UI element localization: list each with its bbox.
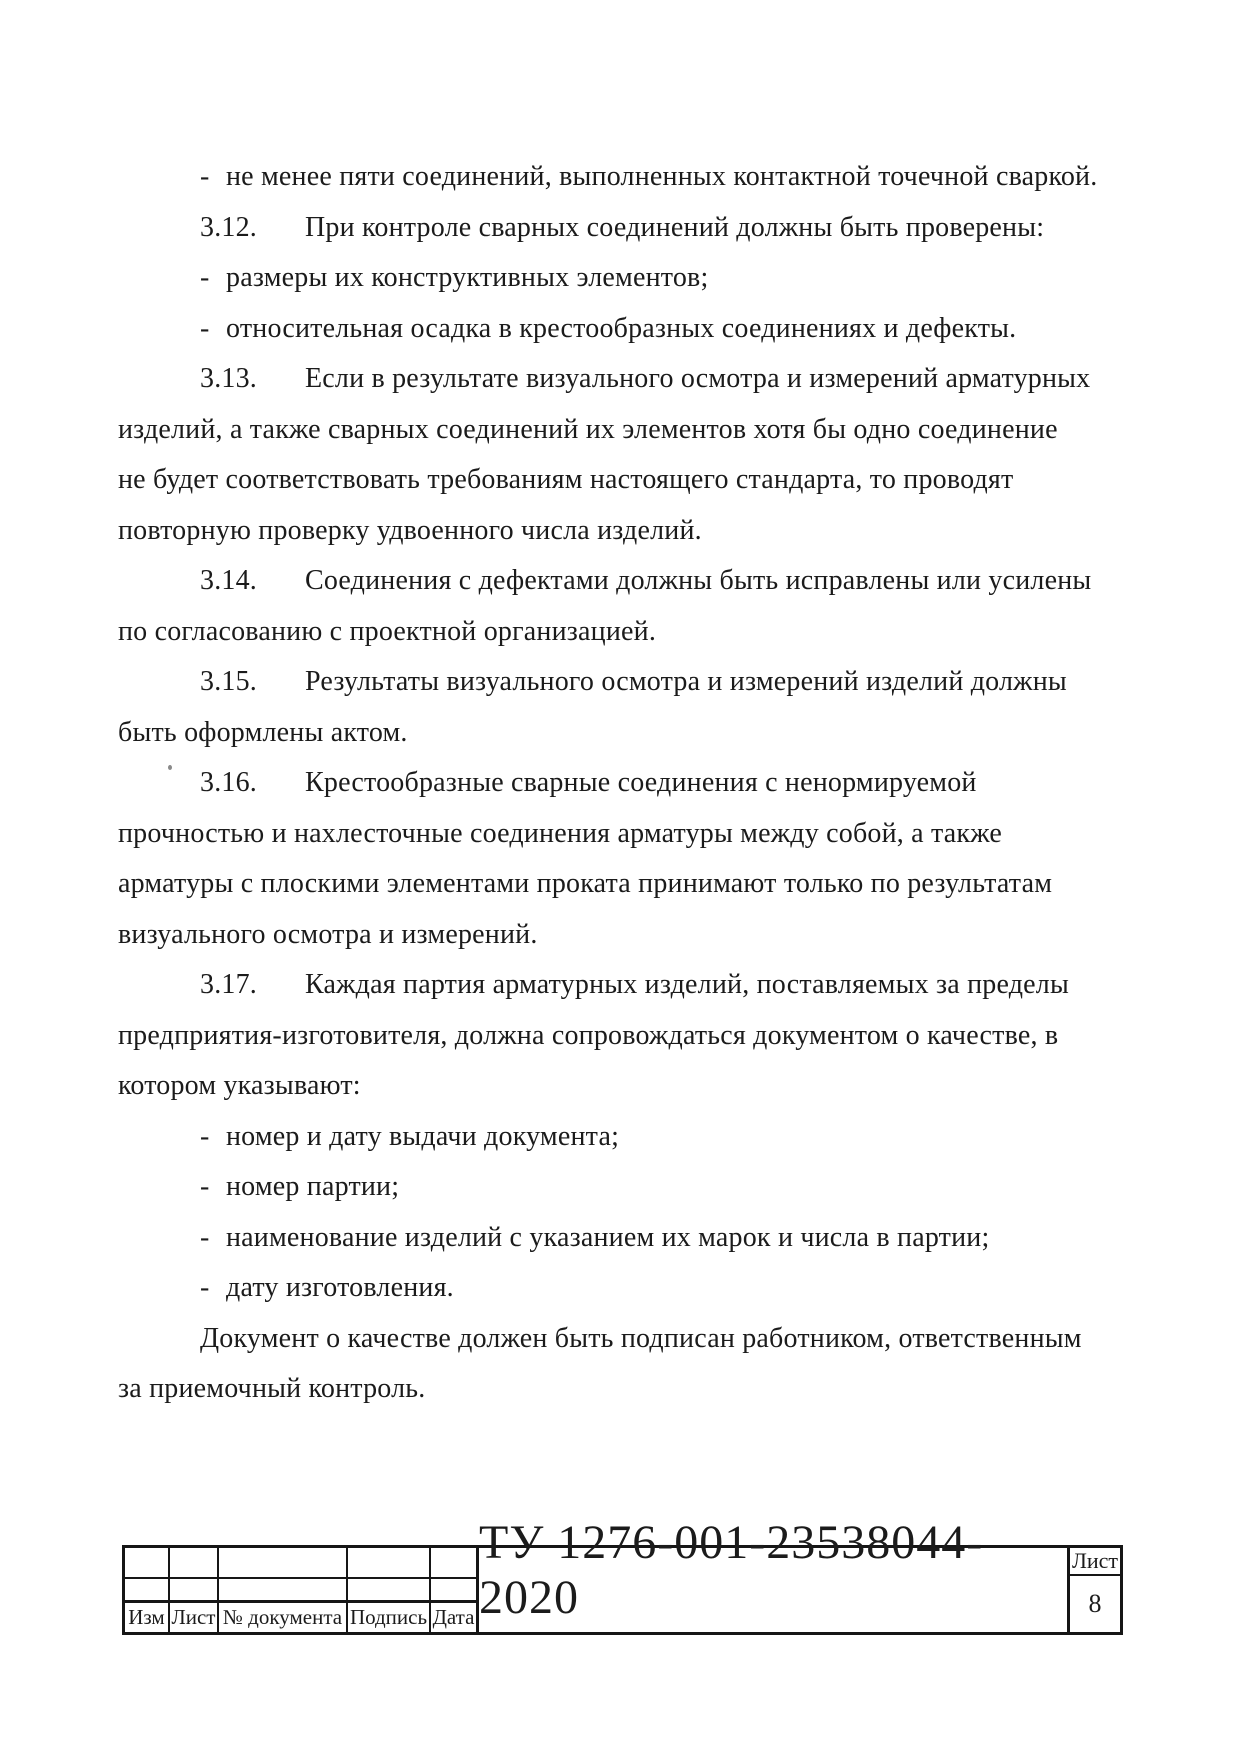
- text-line: [118, 405, 1068, 456]
- line-text: Результаты визуального осмотра и измерений изделий должны: [305, 666, 1067, 697]
- list-dash: -: [200, 1120, 210, 1152]
- line-text: Документ о качестве должен быть подписан работником, ответственным: [200, 1322, 1082, 1354]
- line-text: Соединения с дефектами должны быть исправлены или усилены: [305, 565, 1092, 596]
- text-line: [118, 1011, 1068, 1062]
- text-line: [118, 455, 1068, 506]
- text-line: [118, 1112, 1068, 1163]
- column-header-podpis: Подпись: [349, 1605, 428, 1629]
- line-text: быть оформлены актом.: [118, 716, 408, 748]
- table-divider: [125, 1577, 476, 1579]
- list-dash: -: [200, 262, 210, 293]
- text-line: [118, 960, 1068, 1011]
- paragraph-number: 3.12.: [200, 211, 257, 243]
- column-header-izm: Изм: [128, 1605, 165, 1629]
- text-line: [118, 809, 1068, 860]
- line-text: Крестообразные сварные соединения с ненормируемой: [305, 767, 977, 798]
- line-text: визуального осмотра и измерений.: [118, 918, 538, 950]
- text-line: [118, 253, 1068, 304]
- column-header-list: Лист: [171, 1605, 216, 1629]
- text-line: [118, 859, 1068, 910]
- text-line: [118, 203, 1068, 254]
- line-text: наименование изделий с указанием их марок и числа в партии;: [226, 1221, 990, 1253]
- text-line: [118, 556, 1092, 607]
- line-text: относительная осадка в крестообразных соединениях и дефекты.: [226, 312, 1017, 344]
- line-text: номер и дату выдачи документа;: [226, 1120, 620, 1152]
- paragraph-number: 3.13.: [200, 363, 257, 394]
- list-dash: -: [200, 161, 210, 192]
- sheet-label: Лист: [1071, 1548, 1119, 1573]
- list-dash: -: [200, 312, 210, 344]
- list-dash: -: [200, 1272, 210, 1303]
- line-text: При контроле сварных соединений должны быть проверены:: [305, 211, 1045, 243]
- text-line: [118, 354, 1091, 405]
- line-text: не менее пяти соединений, выполненных контактной точечной сваркой.: [226, 161, 1098, 192]
- line-text: Каждая партия арматурных изделий, поставляемых за пределы: [305, 969, 1069, 1000]
- line-text: за приемочный контроль.: [118, 1373, 426, 1404]
- body-text: [118, 152, 1098, 1415]
- text-line: [118, 910, 1068, 961]
- text-line: [118, 758, 1068, 809]
- text-line: [118, 1061, 1068, 1112]
- text-line: [118, 1162, 1068, 1213]
- list-dash: -: [200, 1171, 210, 1202]
- list-dash: -: [200, 1221, 210, 1253]
- line-text: котором указывают:: [118, 1070, 361, 1101]
- line-text: Если в результате визуального осмотра и измерений арматурных: [305, 363, 1091, 394]
- line-text: прочностью и нахлесточные соединения арматуры между собой, а также: [118, 817, 1003, 849]
- paragraph-number: 3.17.: [200, 969, 257, 1000]
- paragraph-number: 3.16.: [200, 767, 257, 798]
- text-line: [118, 152, 1098, 203]
- text-line: [118, 1314, 1082, 1365]
- scan-speck: [168, 765, 172, 770]
- paragraph-number: 3.14.: [200, 565, 257, 596]
- text-line: [118, 708, 1068, 759]
- text-line: [118, 1364, 1068, 1415]
- line-text: дату изготовления.: [226, 1272, 454, 1303]
- column-header-doc-num: № документа: [222, 1605, 343, 1629]
- line-text: по согласованию с проектной организацией.: [118, 615, 657, 647]
- text-line: [118, 1263, 1068, 1314]
- line-text: номер партии;: [226, 1171, 400, 1202]
- line-text: предприятия-изготовителя, должна сопровождаться документом о качестве, в: [118, 1019, 1059, 1051]
- line-text: арматуры с плоскими элементами проката принимают только по результатам: [118, 868, 1053, 899]
- text-line: [118, 1213, 1068, 1264]
- title-block-table: [122, 1516, 1123, 1635]
- text-line: [118, 304, 1068, 355]
- document-number: ТУ 1276-001-23538044-2020: [479, 1516, 984, 1624]
- column-header-data: Дата: [432, 1605, 475, 1629]
- sheet-number: 8: [1088, 1589, 1102, 1618]
- text-line: [118, 607, 1068, 658]
- text-line: [118, 657, 1068, 708]
- line-text: изделий, а также сварных соединений их элементов хотя бы одно соединение: [118, 413, 1058, 445]
- line-text: не будет соответствовать требованиям настоящего стандарта, то проводят: [118, 464, 1014, 495]
- text-line: [118, 506, 1068, 557]
- line-text: размеры их конструктивных элементов;: [226, 262, 709, 293]
- line-text: повторную проверку удвоенного числа изделий.: [118, 514, 702, 546]
- paragraph-number: 3.15.: [200, 666, 257, 697]
